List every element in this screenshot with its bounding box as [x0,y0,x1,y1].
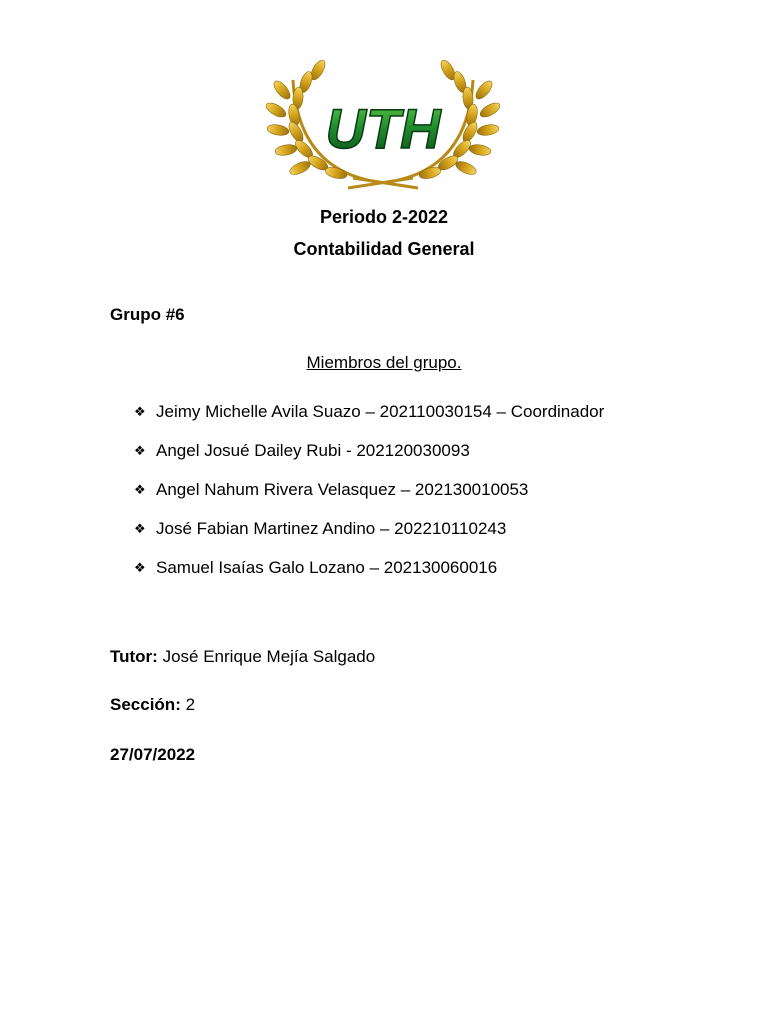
logo-text: UTH [325,97,441,160]
diamond-bullet-icon: ❖ [134,482,146,497]
section-line [110,695,195,715]
section-value: 2 [185,695,196,714]
diamond-bullet-icon: ❖ [134,560,146,575]
section-label: Sección: [110,695,181,714]
list-item [134,480,604,519]
member-name: Samuel Isaías Galo Lozano – 202130060016 [156,558,498,577]
member-name: Jeimy Michelle Avila Suazo – 202110030154 – Coordinador [156,402,605,421]
list-item [134,441,604,480]
member-name: Angel Josué Dailey Rubi - 202120030093 [156,441,470,460]
tutor-label: Tutor: [110,647,158,666]
list-item [134,519,604,558]
list-item [134,402,604,441]
periodo-heading: Periodo 2-2022 [319,207,449,227]
laurel-wreath-icon [258,60,508,192]
tutor-line [110,647,375,667]
members-title: Miembros del grupo. [306,353,462,372]
diamond-bullet-icon: ❖ [134,443,146,458]
diamond-bullet-icon: ❖ [134,404,146,419]
diamond-bullet-icon: ❖ [134,521,146,536]
list-item [134,558,604,597]
tutor-value: José Enrique Mejía Salgado [162,647,376,666]
member-name: Angel Nahum Rivera Velasquez – 202130010053 [156,480,529,499]
member-name: José Fabian Martinez Andino – 202210110243 [156,519,507,538]
course-title: Contabilidad General [293,239,475,259]
members-list [134,402,604,597]
group-label: Grupo #6 [110,305,185,324]
date: 27/07/2022 [110,745,196,764]
uth-logo [258,60,508,192]
